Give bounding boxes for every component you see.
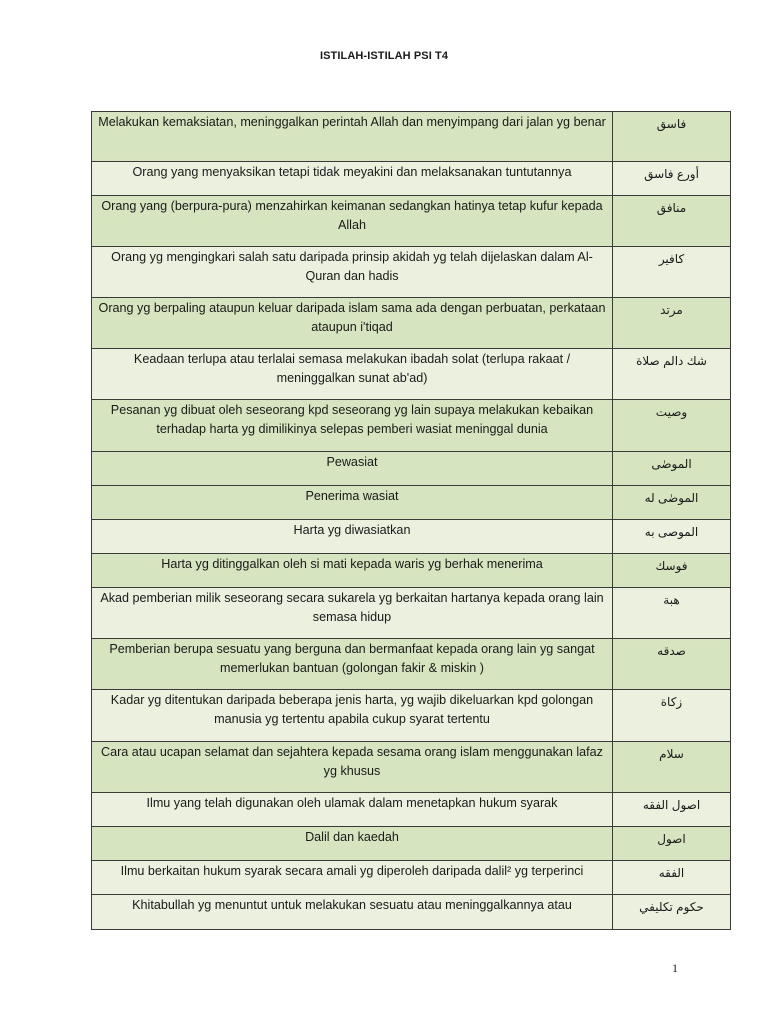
definition-cell: Melakukan kemaksiatan, meninggalkan perintah Allah dan menyimpang dari jalan yg benar (92, 112, 613, 162)
table-row (92, 452, 731, 486)
terms-table (91, 111, 731, 930)
table-row (92, 827, 731, 861)
arabic-term-cell: مرتد (613, 298, 731, 349)
arabic-term-cell: كافير (613, 247, 731, 298)
definition-cell: Harta yg diwasiatkan (92, 520, 613, 554)
table-row (92, 742, 731, 793)
table-row (92, 520, 731, 554)
table-row (92, 588, 731, 639)
table-row (92, 196, 731, 247)
definition-cell: Orang yg berpaling ataupun keluar daripada islam sama ada dengan perbuatan, perkataan ataupun i'tiqad (92, 298, 613, 349)
table-row (92, 554, 731, 588)
table-row (92, 298, 731, 349)
arabic-term-cell: صدقه (613, 639, 731, 690)
definition-cell: Orang yang menyaksikan tetapi tidak meyakini dan melaksanakan tuntutannya (92, 162, 613, 196)
arabic-term-cell: سلام (613, 742, 731, 793)
table-row (92, 247, 731, 298)
definition-cell: Pewasiat (92, 452, 613, 486)
table-row (92, 690, 731, 742)
definition-cell: Penerima wasiat (92, 486, 613, 520)
definition-cell: Ilmu yang telah digunakan oleh ulamak dalam menetapkan hukum syarak (92, 793, 613, 827)
arabic-term-cell: وصيت (613, 400, 731, 452)
table-row (92, 861, 731, 895)
definition-cell: Ilmu berkaitan hukum syarak secara amali yg diperoleh daripada dalil² yg terperinci (92, 861, 613, 895)
arabic-term-cell: الموصٰى (613, 452, 731, 486)
definition-cell: Orang yang (berpura-pura) menzahirkan keimanan sedangkan hatinya tetap kufur kepada Allah (92, 196, 613, 247)
table-row (92, 793, 731, 827)
definition-cell: Akad pemberian milik seseorang secara sukarela yg berkaitan hartanya kepada orang lain semasa hidup (92, 588, 613, 639)
arabic-term-cell: شك دالم صلاة (613, 349, 731, 400)
table-row (92, 112, 731, 162)
document-title: ISTILAH-ISTILAH PSI T4 (319, 50, 449, 62)
table-row (92, 162, 731, 196)
arabic-term-cell: هبة (613, 588, 731, 639)
page-number: 1 (672, 961, 678, 975)
table-row (92, 400, 731, 452)
arabic-term-cell: حكوم تكليفي (613, 895, 731, 930)
definition-cell: Pesanan yg dibuat oleh seseorang kpd seseorang yg lain supaya melakukan kebaikan terhadap harta yg dimilikinya selepas pemberi wasiat meninggal dunia (92, 400, 613, 452)
terms-table-body (92, 112, 731, 930)
arabic-term-cell: منافق (613, 196, 731, 247)
definition-cell: Pemberian berupa sesuatu yang berguna dan bermanfaat kepada orang lain yg sangat memerlukan bantuan (golongan fakir & miskin ) (92, 639, 613, 690)
arabic-term-cell: اصول (613, 827, 731, 861)
arabic-term-cell: أورع فاسق (613, 162, 731, 196)
definition-cell: Harta yg ditinggalkan oleh si mati kepada waris yg berhak menerima (92, 554, 613, 588)
arabic-term-cell: الموصى به (613, 520, 731, 554)
definition-cell: Kadar yg ditentukan daripada beberapa jenis harta, yg wajib dikeluarkan kpd golongan manusia yg tertentu apabila cukup syarat tertentu (92, 690, 613, 742)
definition-cell: Cara atau ucapan selamat dan sejahtera kepada sesama orang islam menggunakan lafaz yg khusus (92, 742, 613, 793)
definition-cell: Dalil dan kaedah (92, 827, 613, 861)
arabic-term-cell: فاسق (613, 112, 731, 162)
table-row (92, 349, 731, 400)
definition-cell: Orang yg mengingkari salah satu daripada prinsip akidah yg telah dijelaskan dalam Al-Quran dan hadis (92, 247, 613, 298)
definition-cell: Khitabullah yg menuntut untuk melakukan sesuatu atau meninggalkannya atau (92, 895, 613, 930)
arabic-term-cell: زكاة (613, 690, 731, 742)
arabic-term-cell: اصول الفقه (613, 793, 731, 827)
table-row (92, 895, 731, 930)
arabic-term-cell: فوسك (613, 554, 731, 588)
table-row (92, 639, 731, 690)
arabic-term-cell: الموصٰى له (613, 486, 731, 520)
table-row (92, 486, 731, 520)
definition-cell: Keadaan terlupa atau terlalai semasa melakukan ibadah solat (terlupa rakaat / meninggalkan sunat ab'ad) (92, 349, 613, 400)
arabic-term-cell: الفقه (613, 861, 731, 895)
